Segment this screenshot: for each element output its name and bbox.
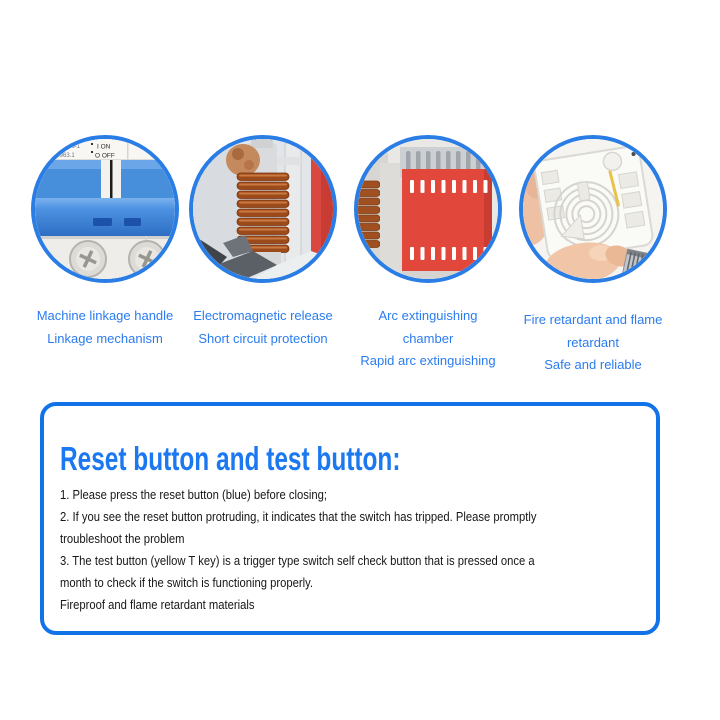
feature-arc-chamber [340, 135, 516, 373]
feature-caption [505, 309, 681, 377]
instruction-line: 2. If you see the reset button protruding, it indicates that the switch has tripped. Please promptly [60, 510, 537, 524]
housing-illustration [523, 139, 663, 279]
metal-clip [623, 249, 650, 277]
feature-caption [340, 305, 516, 373]
instruction-line: month to check if the switch is functioning properly. [60, 576, 314, 590]
caption-line: Fire retardant and flame [523, 312, 663, 327]
caption-line: chamber [402, 330, 454, 346]
reset-test-info-box [40, 402, 660, 635]
coil-illustration [193, 139, 333, 279]
caption-line: Machine linkage handle [36, 308, 174, 323]
breaker-on-label: I ON [97, 143, 111, 151]
caption-line: Arc extinguishing [378, 308, 478, 323]
breaker-model-top-label: 06-1 [68, 144, 81, 150]
caption-line: Electromagnetic release [193, 308, 333, 323]
caption-line: retardant [566, 334, 620, 350]
circuit-breaker-photo [31, 135, 179, 283]
feature-caption [17, 305, 193, 350]
circuit-breaker-illustration [35, 139, 175, 279]
arc-chamber-photo [354, 135, 502, 283]
instruction-line: 3. The test button (yellow T key) is a trigger type switch self check button that is pressed once a [60, 554, 535, 568]
caption-line: Rapid arc extinguishing [360, 353, 496, 368]
feature-flame-retardant [505, 135, 681, 377]
instruction-line: 1. Please press the reset button (blue) before closing; [60, 488, 328, 502]
instruction-line: troubleshoot the problem [60, 532, 185, 546]
caption-line: Short circuit protection [198, 330, 328, 346]
feature-caption [175, 305, 351, 350]
electromagnetic-coil-photo [189, 135, 337, 283]
breaker-model-bottom-label: 10963.1 [53, 153, 75, 159]
caption-line: Safe and reliable [544, 357, 642, 372]
feature-machine-linkage [17, 135, 193, 350]
caption-line: Linkage mechanism [47, 330, 163, 346]
feature-electromagnetic-release [175, 135, 351, 350]
info-box-body [60, 484, 587, 616]
housing-photo [519, 135, 667, 283]
arc-chamber-illustration [358, 139, 498, 279]
instruction-line: Fireproof and flame retardant materials [60, 598, 255, 612]
info-box-title: Reset button and test button: [60, 440, 401, 477]
breaker-off-label: O OFF [95, 152, 115, 160]
